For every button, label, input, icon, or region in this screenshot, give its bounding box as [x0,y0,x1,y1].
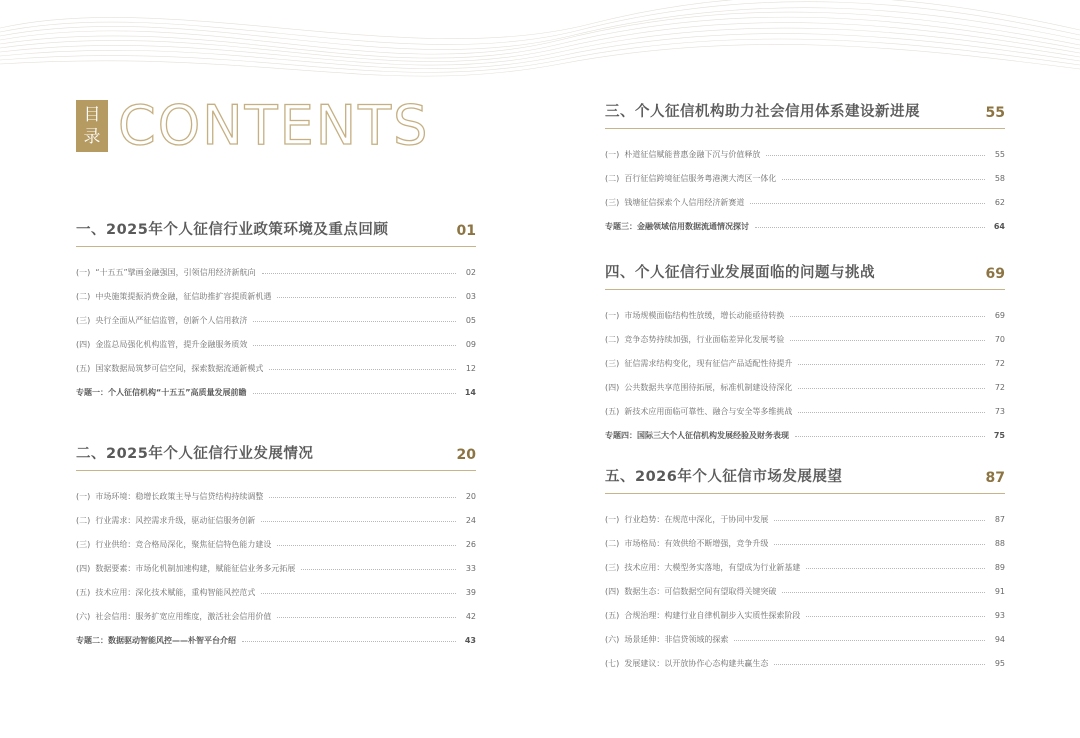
section-header[interactable] [76,218,476,247]
entry-page-number: 55 [994,149,1005,159]
entry-title: (二) 中央施策提振消费金融，征信助推扩容提质新机遇 [76,291,272,301]
toc-entry[interactable] [605,399,1005,423]
toc-entry[interactable] [605,327,1005,351]
section-page-number: 69 [985,266,1005,282]
entry-title: (三) 央行全面从严征信监管，创新个人信用救济 [76,315,248,325]
toc-special-topic[interactable] [76,628,476,652]
section-header[interactable] [76,442,476,471]
section-page-number: 87 [985,470,1005,486]
section-header[interactable] [605,465,1005,494]
toc-entry[interactable] [76,308,476,332]
dot-leader [261,521,456,522]
toc-entry[interactable] [76,284,476,308]
dot-leader [774,544,985,545]
entry-page-number: 70 [994,334,1005,344]
entry-page-number: 26 [465,539,476,549]
entry-page-number: 75 [993,430,1005,440]
entry-title: (二) 行业需求：风控需求升级，驱动征信服务创新 [76,515,256,525]
toc-entry[interactable] [76,556,476,580]
entry-title: 专题二：数据驱动智能风控——朴智平台介绍 [76,635,236,645]
entry-page-number: 33 [465,563,476,573]
dot-leader [734,640,985,641]
dot-leader [795,436,985,437]
toc-special-topic[interactable] [605,214,1005,238]
toc-entry[interactable] [605,555,1005,579]
toc-entry[interactable] [605,375,1005,399]
entry-page-number: 89 [994,562,1005,572]
dot-leader [242,641,456,642]
toc-entry[interactable] [605,603,1005,627]
toc-entry[interactable] [76,604,476,628]
toc-section-3 [605,100,1005,238]
entry-page-number: 73 [994,406,1005,416]
dot-leader [774,520,985,521]
dot-leader [806,616,985,617]
entry-title: (二) 百行征信跨境征信服务粤港澳大湾区一体化 [605,173,777,183]
section-page-number: 55 [985,105,1005,121]
dot-leader [782,592,985,593]
toc-entry[interactable] [76,332,476,356]
entry-page-number: 58 [994,173,1005,183]
dot-leader [261,593,456,594]
entry-title: (二) 竞争态势持续加强，行业面临差异化发展考验 [605,334,785,344]
toc-entry[interactable] [605,531,1005,555]
entry-title: (六) 场景延伸：非信贷领域的探索 [605,634,729,644]
toc-entry[interactable] [605,166,1005,190]
entry-page-number: 09 [465,339,476,349]
entry-page-number: 69 [994,310,1005,320]
dot-leader [790,316,985,317]
contents-outline-title: CONTENTS [118,94,430,157]
dot-leader [798,412,985,413]
dot-leader [253,393,456,394]
entry-title: (五) 国家数据局筑梦可信空间，探索数据流通新模式 [76,363,264,373]
entry-page-number: 43 [464,635,476,645]
section-title: 二、2025年个人征信行业发展情况 [76,446,314,462]
toc-entry[interactable] [605,651,1005,675]
entry-page-number: 91 [994,586,1005,596]
toc-entry[interactable] [605,351,1005,375]
section-page-number: 20 [456,447,476,463]
dot-leader [269,497,456,498]
toc-section-5 [605,465,1005,675]
dot-leader [277,297,456,298]
entry-page-number: 05 [465,315,476,325]
toc-section-2 [76,442,476,652]
entry-title: (六) 社会信用：服务扩宽应用维度，激活社会信用价值 [76,611,272,621]
toc-heading [76,94,430,157]
entry-page-number: 39 [465,587,476,597]
entry-title: (五) 合规治理：构建行业自律机制步入实质性探索阶段 [605,610,801,620]
entry-page-number: 93 [994,610,1005,620]
dot-leader [790,340,985,341]
entry-title: (五) 技术应用：深化技术赋能，重构智能风控范式 [76,587,256,597]
entry-title: (三) 钱塘征信探索个人信用经济新赛道 [605,197,745,207]
section-title: 五、2026年个人征信市场发展展望 [605,469,843,485]
toc-entry[interactable] [76,532,476,556]
mulu-char-1: 目 [83,105,101,125]
toc-entry[interactable] [605,627,1005,651]
entry-page-number: 62 [994,197,1005,207]
dot-leader [798,388,985,389]
toc-special-topic[interactable] [76,380,476,404]
section-page-number: 01 [456,223,476,239]
toc-entry[interactable] [605,507,1005,531]
section-title: 四、个人征信行业发展面临的问题与挑战 [605,265,875,281]
entry-title: (一) 行业趋势：在规范中深化，于协同中发展 [605,514,769,524]
entry-page-number: 42 [465,611,476,621]
dot-leader [277,617,456,618]
entry-title: (一) 市场环境：稳增长政策主导与信贷结构持续调整 [76,491,264,501]
entry-page-number: 87 [994,514,1005,524]
entry-page-number: 72 [994,358,1005,368]
dot-leader [262,273,456,274]
entry-title: (一) 朴道征信赋能普惠金融下沉与价值释放 [605,149,761,159]
toc-entry[interactable] [605,579,1005,603]
entry-page-number: 02 [465,267,476,277]
entry-title: (四) 公共数据共享范围待拓展，标准机制建设待深化 [605,382,793,392]
dot-leader [277,545,456,546]
entry-page-number: 64 [993,221,1005,231]
entry-page-number: 24 [465,515,476,525]
entry-title: 专题三：金融领域信用数据流通情况探讨 [605,221,749,231]
entry-page-number: 03 [465,291,476,301]
toc-entry[interactable] [76,484,476,508]
entry-title: (三) 行业供给：竞合格局深化，聚焦征信特色能力建设 [76,539,272,549]
dot-leader [806,568,985,569]
entry-page-number: 95 [994,658,1005,668]
entry-title: (三) 技术应用：大模型务实落地，有望成为行业新基建 [605,562,801,572]
entry-page-number: 88 [994,538,1005,548]
dot-leader [253,321,456,322]
dot-leader [766,155,985,156]
toc-entry[interactable] [605,190,1005,214]
dot-leader [253,345,456,346]
dot-leader [782,179,985,180]
entry-title: (四) 数据要素：市场化机制加速构建，赋能征信业务多元拓展 [76,563,296,573]
entry-title: (一) 市场规模面临结构性放缓，增长动能亟待转换 [605,310,785,320]
toc-entry[interactable] [76,260,476,284]
entry-page-number: 72 [994,382,1005,392]
mulu-char-2: 录 [83,127,101,147]
entry-page-number: 14 [464,387,476,397]
entry-title: (四) 金监总局强化机构监管，提升金融服务质效 [76,339,248,349]
section-header[interactable] [605,100,1005,129]
entry-title: (五) 新技术应用面临可靠性、融合与安全等多维挑战 [605,406,793,416]
dot-leader [774,664,985,665]
entry-title: (二) 市场格局：有效供给不断增强，竞争升级 [605,538,769,548]
section-header[interactable] [605,261,1005,290]
toc-entry[interactable] [76,508,476,532]
entry-title: (七) 发展建议：以开放协作心态构建共赢生态 [605,658,769,668]
entry-title: 专题一：个人征信机构“十五五”高质量发展前瞻 [76,387,247,397]
entry-page-number: 20 [465,491,476,501]
toc-section-1 [76,218,476,404]
entry-title: (四) 数据生态：可信数据空间有望取得关键突破 [605,586,777,596]
dot-leader [755,227,985,228]
entry-title: (三) 征信需求结构变化，现有征信产品适配性待提升 [605,358,793,368]
dot-leader [750,203,985,204]
toc-section-4 [605,261,1005,447]
entry-page-number: 12 [465,363,476,373]
dot-leader [301,569,456,570]
entry-title: 专题四：国际三大个人征信机构发展经验及财务表现 [605,430,789,440]
dot-leader [798,364,985,365]
toc-entry[interactable] [76,580,476,604]
entry-page-number: 94 [994,634,1005,644]
toc-special-topic[interactable] [605,423,1005,447]
mulu-badge [76,100,108,152]
entry-title: (一) “十五五”擘画金融强国，引领信用经济新航向 [76,267,256,277]
dot-leader [269,369,456,370]
toc-entry[interactable] [605,303,1005,327]
section-title: 一、2025年个人征信行业政策环境及重点回顾 [76,222,389,238]
toc-entry[interactable] [76,356,476,380]
section-title: 三、个人征信机构助力社会信用体系建设新进展 [605,104,920,120]
toc-entry[interactable] [605,142,1005,166]
